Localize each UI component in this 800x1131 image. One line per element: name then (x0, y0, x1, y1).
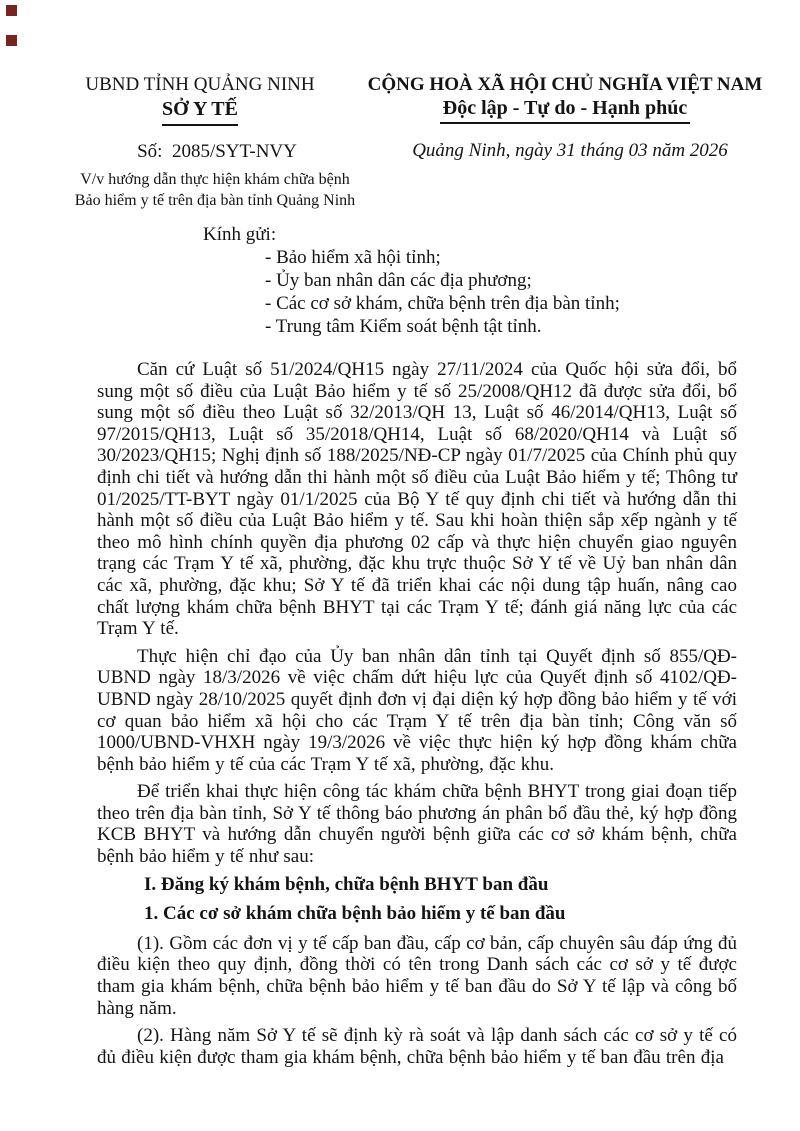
subject-block (45, 169, 385, 211)
recipient-item: - Bảo hiểm xã hội tỉnh; (265, 247, 441, 268)
paragraph-purpose: Để triển khai thực hiện công tác khám chữa bệnh BHYT trong giai đoạn tiếp theo trên địa bàn tỉnh, Sở Y tế thông báo phương án phân bổ đầu thẻ, ký hợp đồng KCB BHYT và hướng dẫn chuyển người bệnh giữa các cơ sở khám bệnh, chữa bệnh bảo hiểm y tế như sau: (97, 781, 737, 868)
subsection-heading-1: 1. Các cơ sở khám chữa bệnh bảo hiểm y tế ban đầu (144, 903, 566, 925)
section-heading-I: I. Đăng ký khám bệnh, chữa bệnh BHYT ban đầu (144, 873, 549, 895)
subject-line-1: V/v hướng dẫn thực hiện khám chữa bệnh (80, 171, 350, 188)
recipients-block (97, 223, 737, 338)
subject-line-2: Bảo hiểm y tế trên địa bàn tỉnh Quảng Ninh (74, 192, 356, 209)
paragraph-item-2: (2). Hàng năm Sở Y tế sẽ định kỳ rà soát và lập danh sách các cơ sở y tế có đủ điều kiện được tham gia khám bệnh, chữa bệnh bảo hiểm y tế ban đầu trên địa (97, 1025, 737, 1068)
org-underline (162, 124, 238, 126)
paragraph-directives: Thực hiện chỉ đạo của Ủy ban nhân dân tỉnh tại Quyết định số 855/QĐ-UBND ngày 18/3/2026 về việc chấm dứt hiệu lực của Quyết định số 4102/QĐ-UBND ngày 28/10/2025 quyết định đơn vị đại diện ký hợp đồng bảo hiểm y tế với cơ quan bảo hiểm xã hội cho các Trạm Y tế trên địa bàn tỉnh; Công văn số 1000/UBND-VHXH ngày 19/3/2026 về việc thực hiện ký hợp đồng khám chữa bệnh bảo hiểm y tế của các Trạm Y tế xã, phường, đặc khu. (97, 645, 737, 775)
recipient-item: - Trung tâm Kiểm soát bệnh tật tỉnh. (265, 316, 542, 337)
national-title: CỘNG HOÀ XÃ HỘI CHỦ NGHĨA VIỆT NAM (367, 74, 763, 95)
recipient-item: - Các cơ sở khám, chữa bệnh trên địa bàn tỉnh; (265, 293, 620, 314)
scan-corner-mark-icon (6, 35, 17, 46)
document-body (97, 223, 737, 1074)
national-motto: Độc lập - Tự do - Hạnh phúc (440, 97, 690, 124)
paragraph-legal-basis: Căn cứ Luật số 51/2024/QH15 ngày 27/11/2024 của Quốc hội sửa đổi, bổ sung một số điều của Luật Bảo hiểm y tế số 25/2008/QH12 đã được sửa đổi, bổ sung một số điều theo Luật số 32/2013/QH 13, Luật số 46/2014/QH13, Luật số 97/2015/QH13, Luật số 35/2018/QH14, Luật số 68/2020/QH14 và Luật số 30/2023/QH15; Nghị định số 188/2025/NĐ-CP ngày 01/7/2025 của Chính phủ quy định chi tiết và hướng dẫn thi hành một số điều của Luật Bảo hiểm y tế; Thông tư 01/2025/TT-BYT ngày 01/1/2025 của Bộ Y tế quy định chi tiết và hướng dẫn thi hành một số điều của Luật Bảo hiểm y tế. Sau khi hoàn thiện sắp xếp ngành y tế theo mô hình chính quyền địa phương 02 cấp và thực hiện chuyển giao nguyên trạng các Trạm Y tế xã, phường, đặc khu trực thuộc Sở Y tế về Uỷ ban nhân dân các xã, phường, đặc khu; Sở Y tế đã triển khai các nội dung tập huấn, nâng cao chất lượng khám chữa bệnh BHYT tại các Trạm Y tế; đánh giá năng lực của các Trạm Y tế. (97, 359, 737, 640)
recipients-label: Kính gửi: (203, 224, 277, 245)
org-parent-name: UBND TỈNH QUẢNG NINH (85, 74, 315, 95)
org-name: SỞ Y TẾ (162, 98, 238, 120)
document-number: Số: 2085/SYT-NVY (137, 141, 297, 162)
paragraph-item-1: (1). Gồm các đơn vị y tế cấp ban đầu, cấp cơ bản, cấp chuyên sâu đáp ứng đủ điều kiện theo quy định, đồng thời có tên trong Danh sách các cơ sở y tế được tham gia khám bệnh, chữa bệnh bảo hiểm y tế ban đầu do Sở Y tế lập và công bố hàng năm. (97, 932, 737, 1019)
issuing-org-block (35, 73, 365, 126)
place-and-date: Quảng Ninh, ngày 31 tháng 03 năm 2026 (412, 140, 728, 161)
recipients-list (265, 246, 737, 338)
scan-corner-mark-icon (6, 5, 17, 16)
recipient-item: - Ủy ban nhân dân các địa phương; (265, 270, 532, 291)
national-header-block (360, 73, 770, 124)
